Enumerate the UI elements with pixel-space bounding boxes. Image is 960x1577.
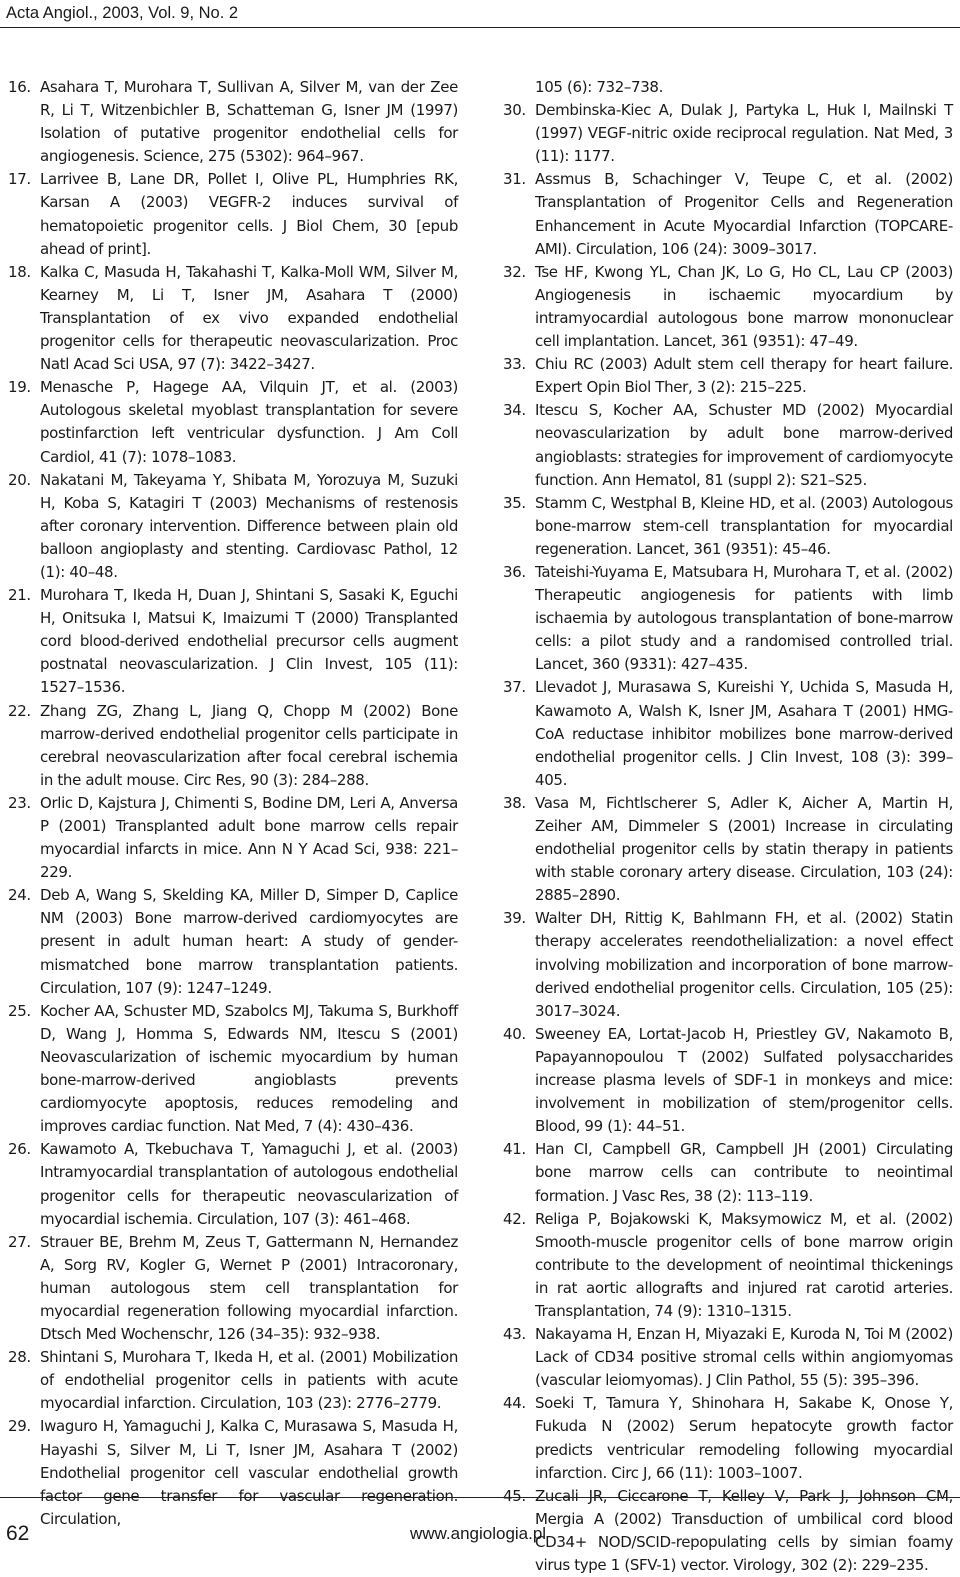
page-number: 62 (6, 1522, 30, 1545)
reference-text: Vasa M, Fichtlscherer S, Adler K, Aicher A, Martin H, Zeiher AM, Dimmeler S (2001) Increase in circulating endothelial progenitor cells by statin therapy in patients with stable coronary artery disease. Circulation, 103 (24): 2885–2890. (535, 793, 953, 905)
reference-text: Chiu RC (2003) Adult stem cell therapy for heart failure. Expert Opin Biol Ther, 3 (2): 215–225. (535, 355, 953, 397)
reference-item (503, 99, 953, 168)
reference-item (503, 353, 953, 399)
reference-item (503, 492, 953, 561)
journal-citation: Acta Angiol., 2003, Vol. 9, No. 2 (6, 4, 239, 22)
reference-text: Llevadot J, Murasawa S, Kureishi Y, Uchida S, Masuda H, Kawamoto A, Walsh K, Isner JM, Asahara T (2001) HMG-CoA reductase inhibitor mobilizes bone marrow-derived endothelial progenitor cells. J Clin Invest, 108 (3): 399–405. (535, 678, 953, 789)
reference-text: Deb A, Wang S, Skelding KA, Miller D, Simper D, Caplice NM (2003) Bone marrow-derived cardiomyocytes are present in adult human heart: A study of gender-mismatched bone marrow transplantation patients. Circulation, 107 (9): 1247–1249. (40, 886, 458, 997)
reference-item (8, 469, 458, 584)
reference-number: 23. (8, 793, 31, 812)
reference-text: Murohara T, Ikeda H, Duan J, Shintani S, Sasaki K, Eguchi H, Onitsuka I, Matsui K, Imaizumi T (2000) Transplanted cord blood-derived endothelial precursor cells augment postnatal neovascularization. J Clin Invest, 105 (11): 1527–1536. (40, 586, 458, 697)
reference-text: Tse HF, Kwong YL, Chan JK, Lo G, Ho CL, Lau CP (2003) Angiogenesis in ischaemic myocardium by intramyocardial autologous bone marrow mononuclear cell implantation. Lancet, 361 (9351): 47–49. (535, 262, 953, 351)
running-header (0, 0, 960, 28)
reference-item (503, 261, 953, 353)
reference-text: Kocher AA, Schuster MD, Szabolcs MJ, Takuma S, Burkhoff D, Wang J, Homma S, Edwards NM, Itescu S (2001) Neovascularization of ischemic myocardium by human bone-marrow-derived angioblasts prevents cardiomyocyte apoptosis, reduces remodeling and improves cardiac function. Nat Med, 7 (4): 430–436. (40, 1001, 458, 1136)
reference-number: 42. (503, 1209, 526, 1228)
reference-text: Dembinska-Kiec A, Dulak J, Partyka L, Huk I, Mailnski T (1997) VEGF-nitric oxide reciprocal regulation. Nat Med, 3 (11): 1177. (535, 101, 953, 166)
reference-number: 44. (503, 1394, 526, 1413)
reference-number: 43. (503, 1325, 526, 1344)
reference-text: Tateishi-Yuyama E, Matsubara H, Murohara T, et al. (2002) Therapeutic angiogenesis for patients with limb ischaemia by autologous transplantation of bone-marrow cells: a pilot study and a randomised controlled trial. Lancet, 360 (9331): 427–435. (535, 562, 953, 674)
reference-item (503, 561, 953, 676)
reference-number: 30. (503, 101, 526, 120)
reference-number: 35. (503, 493, 526, 512)
reference-text: Han CI, Campbell GR, Campbell JH (2001) Circulating bone marrow cells can contribute to neointimal formation. J Vasc Res, 38 (2): 113–119. (535, 1140, 953, 1205)
reference-text: Menasche P, Hagege AA, Vilquin JT, et al. (2003) Autologous skeletal myoblast transplantation for severe postinfarction left ventricular dysfunction. J Am Coll Cardiol, 41 (7): 1078–1083. (40, 378, 458, 466)
reference-number: 45. (503, 1486, 526, 1505)
reference-text: Larrivee B, Lane DR, Pollet I, Olive PL, Humphries RK, Karsan A (2003) VEGFR-2 induces survival of hematopoietic progenitor cells. J Biol Chem, 30 [epub ahead of print]. (40, 170, 458, 258)
reference-item (503, 792, 953, 907)
reference-number: 16. (8, 78, 31, 96)
reference-item (8, 584, 458, 699)
reference-text: Iwaguro H, Yamaguchi J, Kalka C, Murasawa S, Masuda H, Hayashi S, Silver M, Li T, Isner JM, Asahara T (2002) Endothelial progenitor cell vascular endothelial growth factor gene transfer for vascular regeneration. Circulation, (40, 1417, 458, 1528)
reference-number: 20. (8, 470, 31, 489)
reference-number: 18. (8, 262, 31, 281)
reference-number: 32. (503, 262, 526, 281)
reference-number: 17. (8, 170, 31, 189)
reference-item (503, 1023, 953, 1138)
reference-text: Sweeney EA, Lortat-Jacob H, Priestley GV, Nakamoto B, Papayannopoulou T (2002) Sulfated polysaccharides increase plasma levels of SDF-1 in monkeys and mice: involvement in mobilization of stem/progenitor cells. Blood, 99 (1): 44–51. (535, 1024, 953, 1136)
reference-number: 27. (8, 1232, 31, 1251)
reference-item (8, 792, 458, 884)
reference-number: 26. (8, 1140, 31, 1159)
reference-text: Assmus B, Schachinger V, Teupe C, et al. (2002) Transplantation of Progenitor Cells and Regeneration Enhancement in Acute Myocardial Infarction (TOPCARE-AMI). Circulation, 106 (24): 3009–3017. (535, 170, 953, 258)
reference-item (8, 1231, 458, 1346)
reference-number: 24. (8, 886, 31, 905)
reference-text: Asahara T, Murohara T, Sullivan A, Silver M, van der Zee R, Li T, Witzenbichler B, Schatteman G, Isner JM (1997) Isolation of putative progenitor endothelial cells for angiogenesis. Science, 275 (5302): 964–967. (40, 78, 458, 166)
reference-item (8, 700, 458, 792)
website-url: www.angiologia.pl (410, 1524, 547, 1543)
reference-item (8, 168, 458, 260)
reference-item (8, 376, 458, 468)
reference-number: 36. (503, 562, 526, 581)
reference-item (8, 1138, 458, 1230)
reference-text: Zhang ZG, Zhang L, Jiang Q, Chopp M (2002) Bone marrow-derived endothelial progenitor cells participate in cerebral neovascularization after focal cerebral ischemia in the adult mouse. Circ Res, 90 (3): 284–288. (40, 701, 458, 789)
reference-number: 38. (503, 793, 526, 812)
reference-number: 29. (8, 1417, 31, 1436)
reference-item (503, 1485, 953, 1577)
reference-item (8, 1000, 458, 1139)
reference-item (503, 399, 953, 491)
reference-number: 39. (503, 909, 526, 928)
reference-text: Shintani S, Murohara T, Ikeda H, et al. (2001) Mobilization of endothelial progenitor cells in patients with acute myocardial infarction. Circulation, 103 (23): 2776–2779. (40, 1348, 458, 1413)
reference-item (503, 1323, 953, 1392)
reference-item (503, 676, 953, 791)
reference-number: 22. (8, 701, 31, 720)
reference-number: 33. (503, 355, 526, 374)
reference-text: Nakayama H, Enzan H, Miyazaki E, Kuroda N, Toi M (2002) Lack of CD34 positive stromal cells within angiomyomas (vascular leiomyomas). J Clin Pathol, 55 (5): 395–396. (535, 1325, 953, 1390)
reference-item (503, 1138, 953, 1207)
reference-number: 21. (8, 586, 31, 605)
reference-number: 40. (503, 1024, 526, 1043)
reference-text: Zucali JR, Ciccarone T, Kelley V, Park J, Johnson CM, Mergia A (2002) Transduction of umbilical cord blood CD34+ NOD/SCID-repopulating cells by simian foamy virus type 1 (SFV-1) vector. Virology, 302 (2): 229–235. (535, 1486, 953, 1574)
reference-text: Nakatani M, Takeyama Y, Shibata M, Yorozuya M, Suzuki H, Koba S, Katagiri T (2003) Mechanisms of restenosis after coronary intervention. Difference between plain old balloon angioplasty and stenting. Cardiovasc Pathol, 12 (1): 40–48. (40, 470, 458, 581)
references-left-column (8, 76, 458, 1531)
reference-text: Strauer BE, Brehm M, Zeus T, Gattermann N, Hernandez A, Sorg RV, Kogler G, Wernet P (2001) Intracoronary, human autologous stem cell transplantation for myocardial regeneration following myocardial infarction. Dtsch Med Wochenschr, 126 (34–35): 932–938. (40, 1232, 458, 1344)
reference-item (8, 1346, 458, 1415)
reference-item (8, 1415, 458, 1530)
reference-number: 31. (503, 170, 526, 189)
reference-number: 37. (503, 678, 526, 697)
reference-item (503, 1208, 953, 1323)
reference-number: 25. (8, 1001, 31, 1020)
reference-number: 19. (8, 378, 31, 397)
reference-text: 105 (6): 732–738. (535, 78, 664, 96)
reference-text: Kawamoto A, Tkebuchava T, Yamaguchi J, et al. (2003) Intramyocardial transplantation of autologous endothelial progenitor cells for therapeutic neovascularization of myocardial ischemia. Circulation, 107 (3): 461–468. (40, 1140, 458, 1228)
reference-text: Kalka C, Masuda H, Takahashi T, Kalka-Moll WM, Silver M, Kearney M, Li T, Isner JM, Asahara T (2000) Transplantation of ex vivo expanded endothelial progenitor cells for therapeutic neovascularization. Proc Natl Acad Sci USA, 97 (7): 3422–3427. (40, 262, 458, 374)
reference-text: Walter DH, Rittig K, Bahlmann FH, et al. (2002) Statin therapy accelerates reendothelialization: a novel effect involving mobilization and incorporation of bone marrow-derived endothelial progenitor cells. Circulation, 105 (25): 3017–3024. (535, 909, 953, 1020)
reference-text: Soeki T, Tamura Y, Shinohara H, Sakabe K, Onose Y, Fukuda N (2002) Serum hepatocyte growth factor predicts ventricular remodeling following myocardial infarction. Circ J, 66 (11): 1003–1007. (535, 1394, 953, 1482)
reference-text: Orlic D, Kajstura J, Chimenti S, Bodine DM, Leri A, Anversa P (2001) Transplanted adult bone marrow cells repair myocardial infarcts in mice. Ann N Y Acad Sci, 938: 221–229. (40, 793, 458, 882)
references-right-column (503, 76, 953, 1577)
reference-item (503, 76, 953, 99)
reference-item (8, 884, 458, 999)
reference-text: Stamm C, Westphal B, Kleine HD, et al. (2003) Autologous bone-marrow stem-cell transplantation for myocardial regeneration. Lancet, 361 (9351): 45–46. (535, 493, 953, 558)
reference-number: 34. (503, 401, 526, 420)
reference-item (503, 1392, 953, 1484)
reference-number: 41. (503, 1140, 526, 1159)
reference-text: Itescu S, Kocher AA, Schuster MD (2002) Myocardial neovascularization by adult bone marrow-derived angioblasts: strategies for improvement of cardiomyocyte function. Ann Hematol, 81 (suppl 2): S21–S25. (535, 401, 953, 489)
reference-item (8, 76, 458, 168)
reference-item (503, 168, 953, 260)
reference-item (8, 261, 458, 376)
reference-text: Religa P, Bojakowski K, Maksymowicz M, et al. (2002) Smooth-muscle progenitor cells of bone marrow origin contribute to the development of neointimal thickenings in rat aortic allografts and injured rat carotid arteries. Transplantation, 74 (9): 1310–1315. (535, 1209, 953, 1320)
reference-item (503, 907, 953, 1022)
reference-number: 28. (8, 1348, 31, 1367)
footer-divider (0, 1497, 960, 1498)
